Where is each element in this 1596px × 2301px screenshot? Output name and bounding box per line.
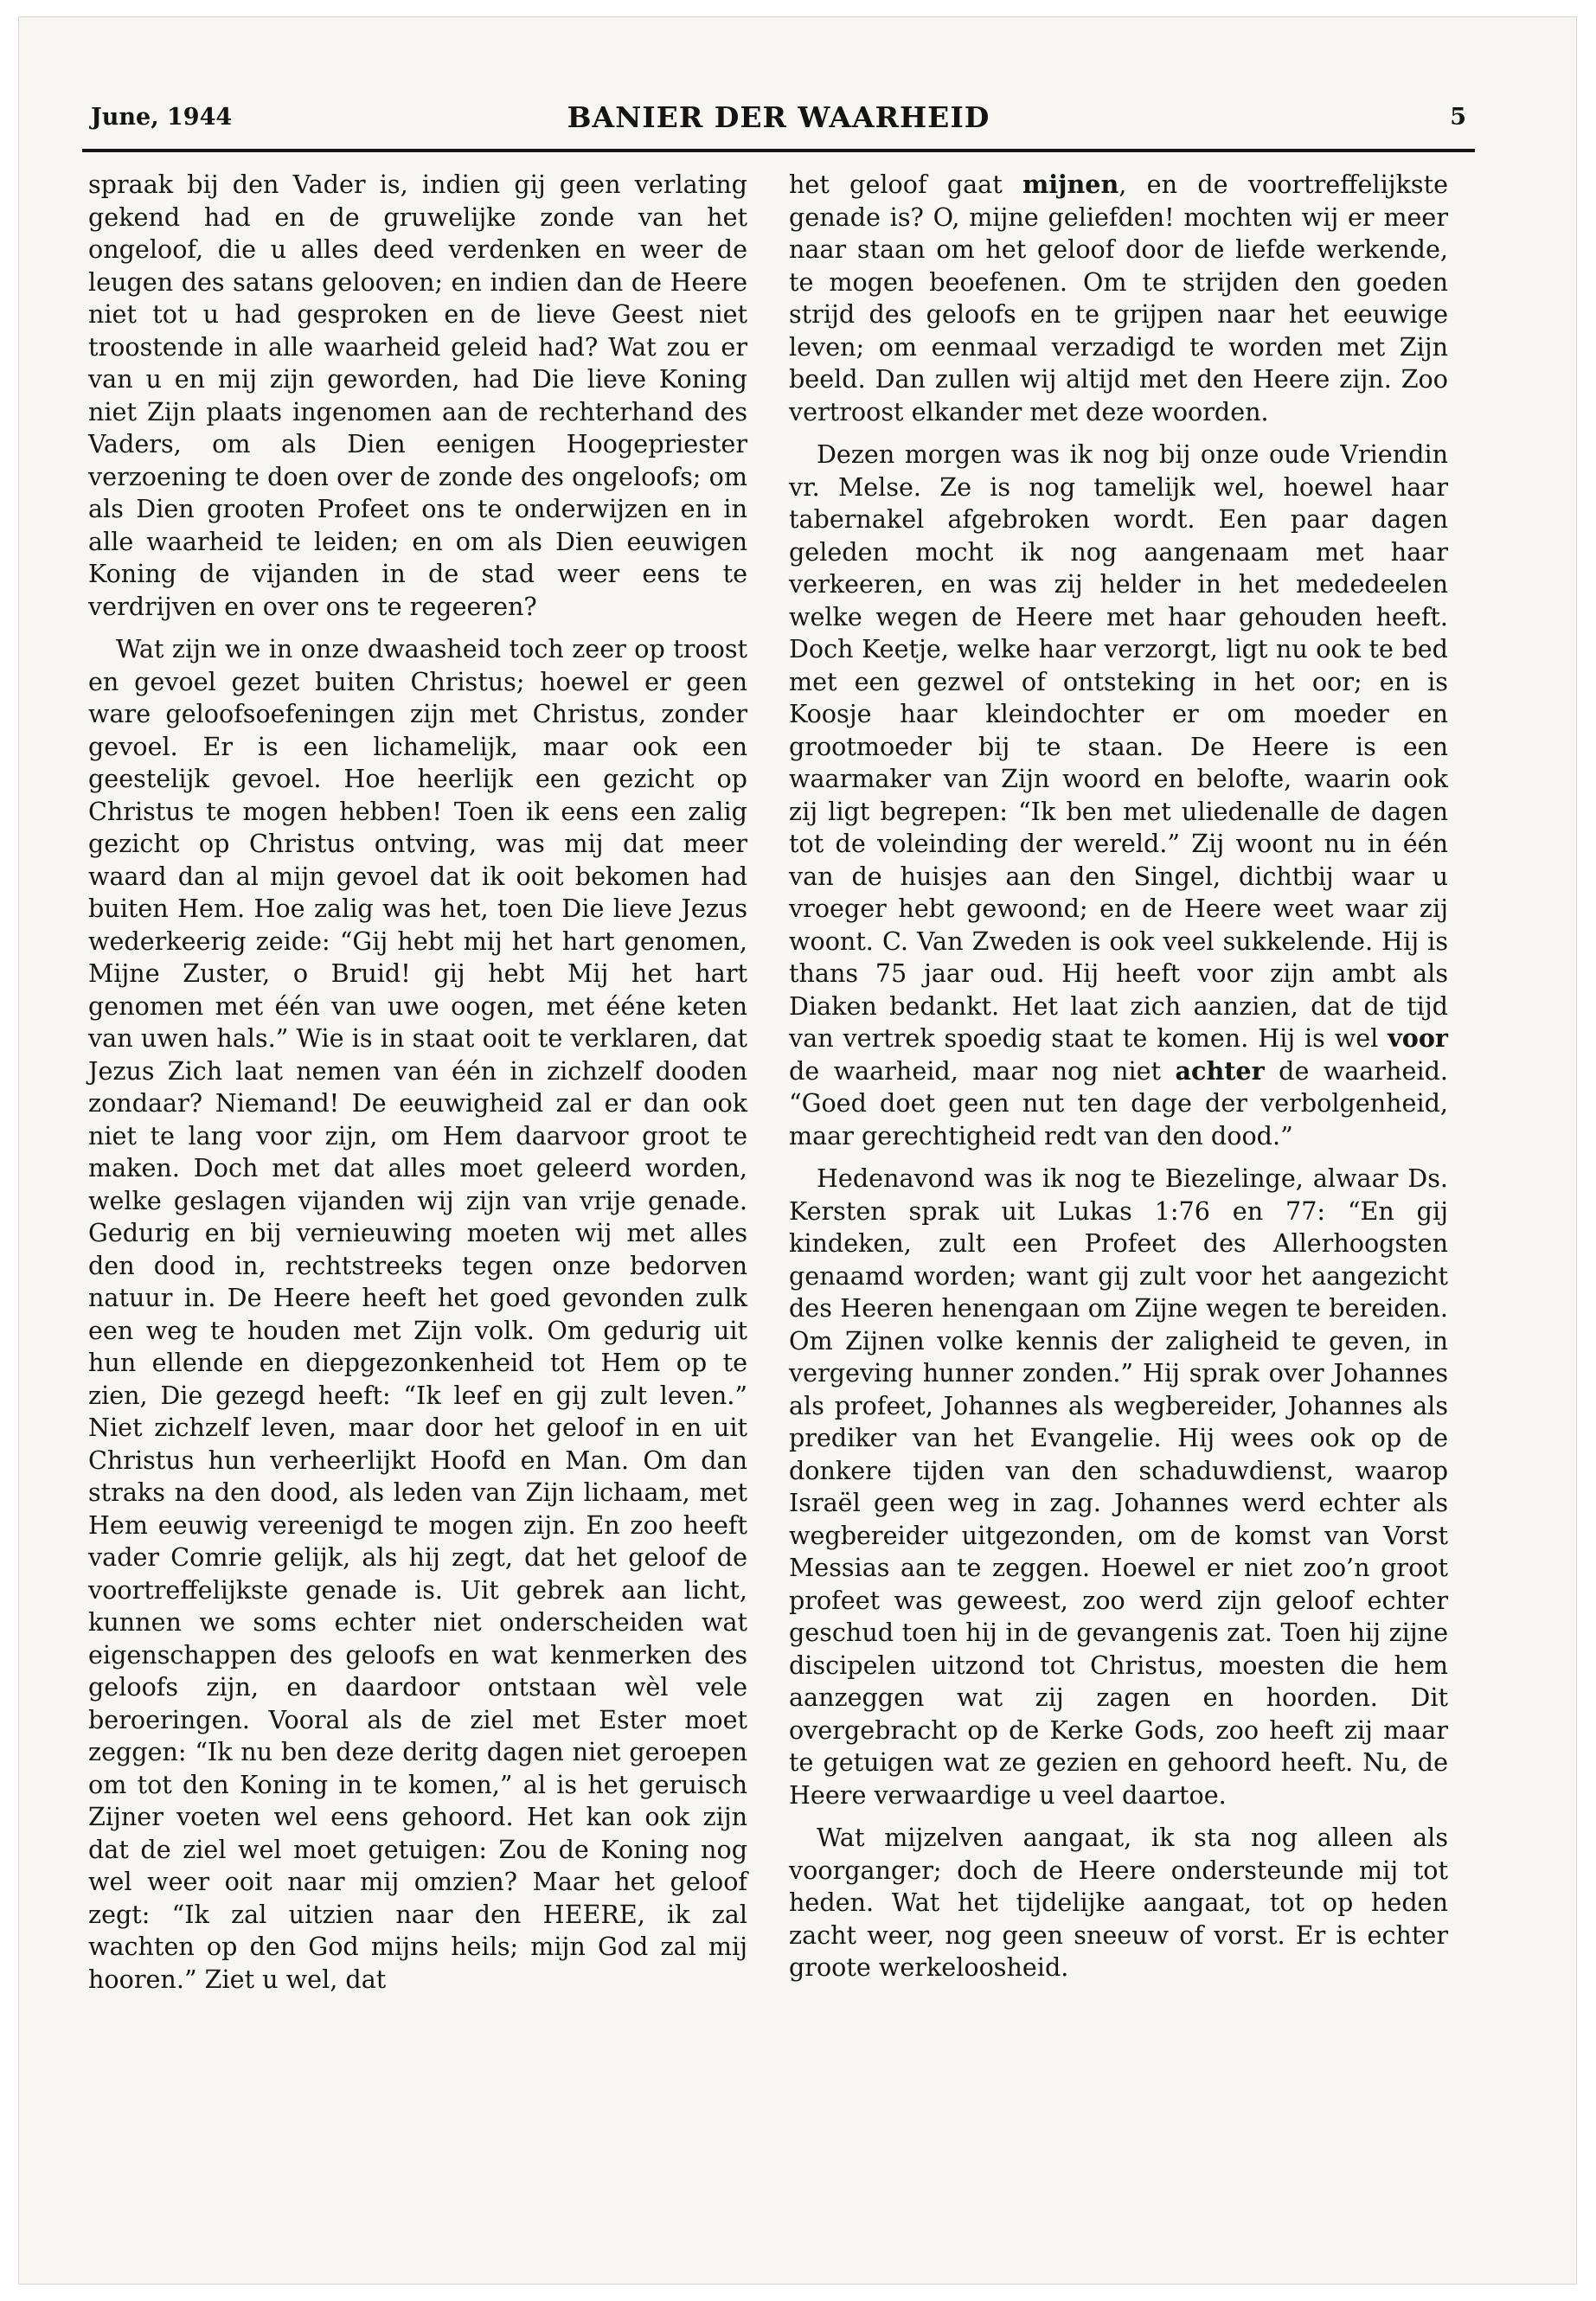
right-paragraph-2 [789,439,1448,1152]
emphasis-achter: achter [1175,1055,1265,1086]
emphasis-voor: voor [1388,1023,1448,1053]
text-span: de waarheid. “Goed doet geen nut ten dage der verbolgenheid, maar gerechtigheid redt van den dood.” [789,1055,1448,1150]
header-rule [82,149,1475,152]
left-column [88,169,747,2006]
publication-title: BANIER DER WAARHEID [567,100,990,134]
left-paragraph-2: Wat zijn we in onze dwaasheid toch zeer op troost en gevoel gezet buiten Christus; hoewel er geen ware geloofsoefeningen zijn met Christus, zonder gevoel. Er is een lichamelijk, maar ook een geestelijk gevoel. Hoe heerlijk een gezicht op Christus te mogen hebben! Toen ik eens een zalig gezicht op Christus ontving, was mij dat meer waard dan al mijn gevoel dat ik ooit bekomen had buiten Hem. Hoe zalig was het, toen Die lieve Jezus wederkeerig zeide: “Gij hebt mij het hart genomen, Mijne Zuster, o Bruid! gij hebt Mij het hart genomen met één van uwe oogen, met ééne keten van uwen hals.” Wie is in staat ooit te verklaren, dat Jezus Zich laat nemen van één in zichzelf dooden zondaar? Niemand! De eeuwigheid zal er dan ook niet te lang voor zijn, om Hem daarvoor groot te maken. Doch met dat alles moet geleerd worden, welke geslagen vijanden wij zijn van vrije genade. Gedurig en bij vernieuwing moeten wij met alles den dood in, rechtstreeks tegen onze bedorven natuur in. De Heere heeft het goed gevonden zulk een weg te houden met Zijn volk. Om gedurig uit hun ellende en diepgezonkenheid tot Hem op te zien, Die gezegd heeft: “Ik leef en gij zult leven.” Niet zichzelf leven, maar door het geloof in en uit Christus hun verheerlijkt Hoofd en Man. Om dan straks na den dood, als leden van Zijn lichaam, met Hem eeuwig vereenigd te mogen zijn. En zoo heeft vader Comrie gelijk, als hij zegt, dat het geloof de voortreffelijkste genade is. Uit gebrek aan licht, kunnen we soms echter niet onderscheiden wat eigenschappen des geloofs en wat kenmerken des geloofs zijn, en daardoor ontstaan wèl vele beroeringen. Vooral als de ziel met Ester moet zeggen: “Ik nu ben deze deritg dagen niet geroepen om tot den Koning in te komen,” al is het geruisch Zijner voeten wel eens gehoord. Het kan ook zijn dat de ziel wel moet getuigen: Zou de Koning nog wel weer ooit naar mij omzien? Maar het geloof zegt: “Ik zal uitzien naar den HEERE, ik zal wachten op den God mijns heils; mijn God zal mij hooren.” Ziet u wel, dat [88,634,747,1994]
issue-date: June, 1944 [91,104,233,131]
right-paragraph-3: Hedenavond was ik nog te Biezelinge, alwaar Ds. Kersten sprak uit Lukas 1:76 en 77: “En gij kindeken, zult een Profeet des Allerhoogsten genaamd worden; want gij zult voor het aangezicht des Heeren henengaan om Zijne wegen te bereiden. Om Zijnen volke kennis der zaligheid te geven, in vergeving hunner zonden.” Hij sprak over Johannes als profeet, Johannes als wegbereider, Johannes als prediker van het Evangelie. Hij wees ook op de donkere tijden van den schaduwdienst, waarop Israël geen weg in zag. Johannes werd echter als wegbereider uitgezonden, om de komst van Vorst Messias aan te zeggen. Hoewel er niet zoo’n groot profeet was geweest, zoo werd zijn geloof echter geschud toen hij in de gevangenis zat. Toen hij zijne discipelen uitzond tot Christus, moesten die hem aanzeggen wat zij zagen en hoorden. Dit overgebracht op de Kerke Gods, zoo heeft zij maar te getuigen wat ze gezien en gehoord heeft. Nu, de Heere verwaardige u veel daartoe. [789,1163,1448,1810]
emphasis-mijnen: mijnen [1022,170,1119,199]
right-paragraph-4: Wat mijzelven aangaat, ik sta nog alleen als voorganger; doch de Heere ondersteunde mij tot heden. Wat het tijdelijke aangaat, tot op heden zacht weer, nog geen sneeuw of vorst. Er is echter groote werkeloosheid. [789,1823,1448,1982]
right-paragraph-1 [789,169,1448,428]
text-span: het geloof gaat [789,170,1023,199]
right-column [789,169,1448,1995]
left-paragraph-1: spraak bij den Vader is, indien gij geen verlating gekend had en de gruwelijke zonde van het ongeloof, die u alles deed verdenken en weer de leugen des satans gelooven; en indien dan de Heere niet tot u had gesproken en de lieve Geest niet troostende in alle waarheid geleid had? Wat zou er van u en mij zijn geworden, had Die lieve Koning niet Zijn plaats ingenomen aan de rechterhand des Vaders, om als Dien eenigen Hoogepriester verzoening te doen over de zonde des ongeloofs; om als Dien grooten Profeet ons te onderwijzen en in alle waarheid te leiden; en om als Dien eeuwigen Koning de vijanden in de stad weer eens te verdrijven en over ons te regeeren? [88,170,747,621]
page-header [82,87,1475,138]
page-number: 5 [1450,104,1466,131]
text-span: de waarheid, maar nog niet [789,1055,1176,1086]
text-span: Dezen morgen was ik nog bij onze oude Vriendin vr. Melse. Ze is nog tamelijk wel, hoewel haar tabernakel afgebroken wordt. Een paar dagen geleden mocht ik nog aangenaam met haar verkeeren, en was zij helder in het mededeelen welke wegen de Heere met haar gehouden heeft. Doch Keetje, welke haar verzorgt, ligt nu ook te bed met een gezwel of ontsteking in het oor; en is Koosje haar kleindochter er om moeder en grootmoeder bij te staan. De Heere is een waarmaker van Zijn woord en belofte, waarin ook zij ligt begrepen: “Ik ben met uliedenalle de dagen tot de voleinding der wereld.” Zij woont nu in één van de huisjes aan den Singel, dichtbij waar u vroeger hebt gewoond; en de Heere weet waar zij woont. C. Van Zweden is ook veel sukkelende. Hij is thans 75 jaar oud. Hij heeft voor zijn ambt als Diaken bedankt. Het laat zich aanzien, dat de tijd van vertrek spoedig staat te komen. Hij is wel [789,439,1448,1053]
text-span: , en de voortreffelijkste genade is? O, mijne geliefden! mochten wij er meer naar staan om het geloof door de liefde werkende, te mogen beoefenen. Om te strijden den goeden strijd des geloofs en te grijpen naar het eeuwige leven; om eenmaal verzadigd te worden met Zijn beeld. Dan zullen wij altijd met den Heere zijn. Zoo vertroost elkander met deze woorden. [789,170,1449,426]
